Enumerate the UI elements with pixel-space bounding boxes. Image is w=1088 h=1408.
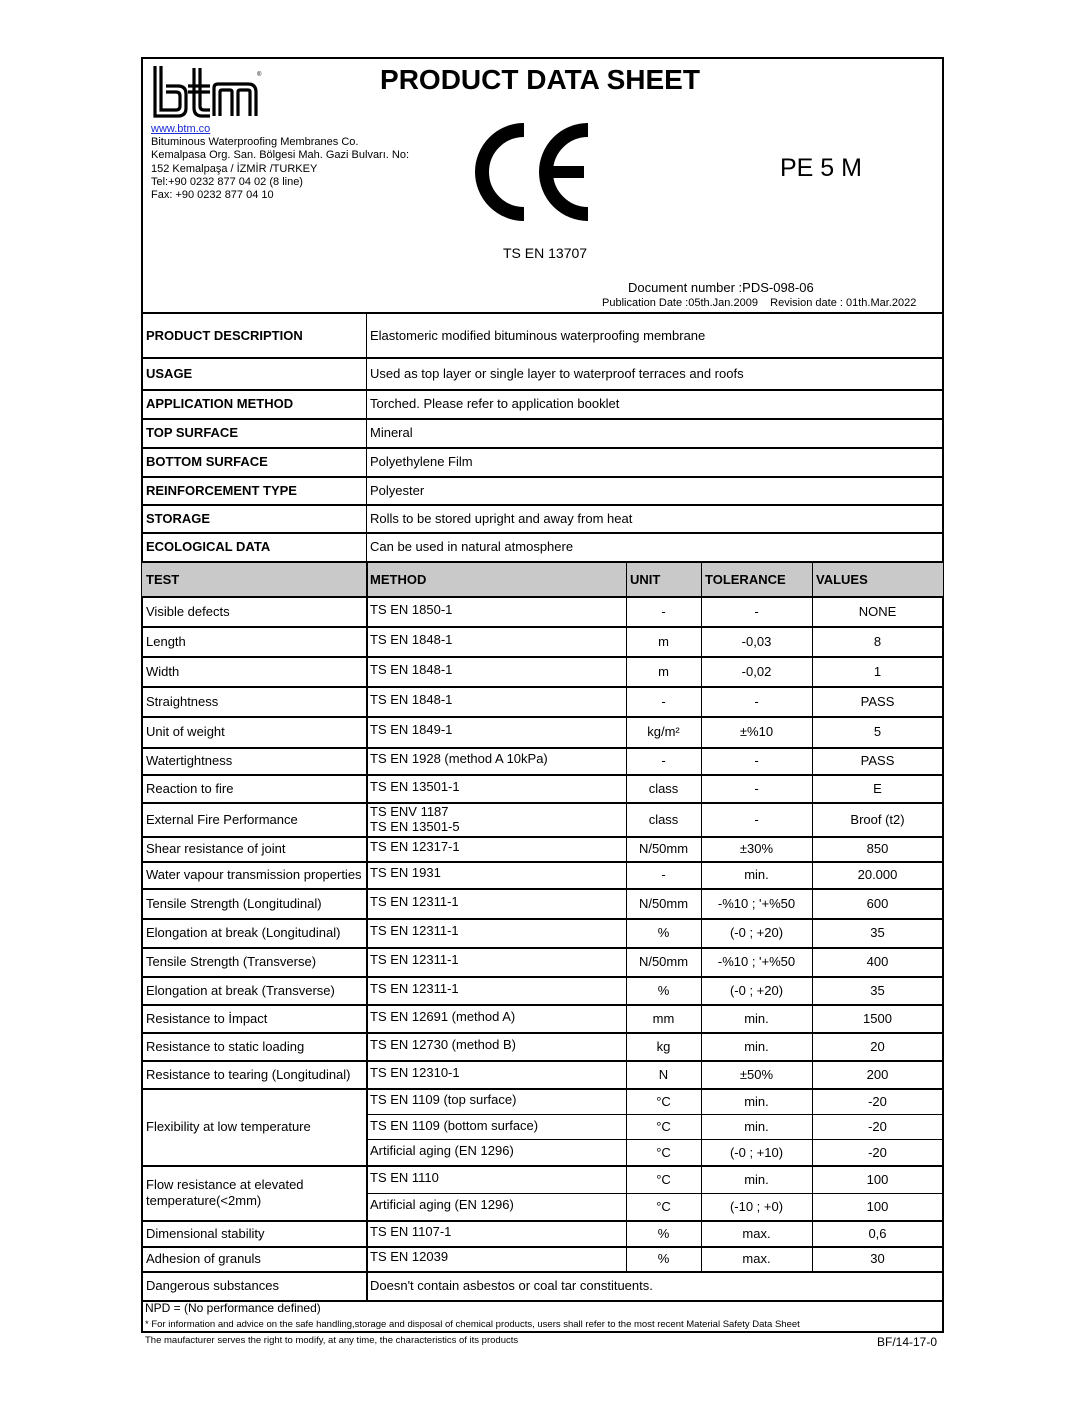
test-tolerance: - [754, 604, 759, 619]
test-method: TS EN 12317-1 [370, 839, 460, 854]
test-unit: - [661, 753, 666, 768]
test-value: 100 [866, 1171, 889, 1187]
btm-logo [152, 64, 260, 120]
grid-line [366, 314, 367, 562]
info-value: Elastomeric modified bituminous waterproofing membrane [370, 328, 706, 343]
grid-line [366, 562, 368, 1300]
test-tolerance: ±%10 [739, 724, 774, 739]
company-address-1: Kemalpasa Org. San. Bölgesi Mah. Gazi Bulvarı. No: [151, 149, 410, 162]
test-value: 1 [873, 663, 882, 679]
test-unit: N [658, 1066, 669, 1082]
test-value: PASS [860, 693, 895, 709]
test-name: Water vapour transmission properties [146, 867, 362, 882]
info-label: PRODUCT DESCRIPTION [146, 328, 303, 343]
test-tolerance: max. [742, 1225, 771, 1241]
test-name: Straightness [146, 693, 219, 709]
test-tolerance: min. [744, 867, 769, 882]
test-method: TS EN 12691 (method A) [370, 1008, 516, 1024]
test-method: TS EN 1850-1 [370, 602, 453, 617]
column-header-method: METHOD [370, 571, 427, 587]
test-value: -20 [868, 1144, 887, 1160]
test-name: Shear resistance of joint [146, 841, 286, 856]
test-name: Resistance to tearing (Longitudinal) [146, 1066, 351, 1082]
npd-note: NPD = (No performance defined) [145, 1301, 321, 1315]
test-tolerance: -0,03 [741, 633, 772, 649]
test-method: Artificial aging (EN 1296) [370, 1143, 514, 1158]
test-tolerance: (-10 ; +0) [729, 1199, 784, 1214]
info-label: TOP SURFACE [146, 425, 238, 440]
test-unit: - [661, 867, 666, 882]
rights-note: The maufacturer serves the right to modify, at any time, the characteristics of its products [145, 1335, 519, 1346]
test-tolerance: - [754, 780, 759, 796]
document-number: Document number :PDS-098-06 [628, 280, 814, 295]
grid-line [626, 562, 627, 1271]
test-value: E [873, 780, 882, 796]
test-tolerance: max. [742, 1251, 771, 1266]
ce-mark-icon [478, 122, 594, 222]
company-fax: Fax: +90 0232 877 04 10 [151, 189, 274, 202]
test-method: TS EN 1109 (top surface) [370, 1092, 517, 1107]
test-value: 8 [873, 633, 882, 649]
test-name: Dimensional stability [146, 1225, 265, 1241]
test-unit: % [657, 1251, 670, 1266]
company-name: Bituminous Waterproofing Membranes Co. [151, 136, 359, 149]
test-unit: m [658, 633, 669, 649]
test-tolerance: -%10 ; '+%50 [717, 954, 796, 969]
test-unit: kg [656, 1038, 671, 1054]
test-value: 850 [866, 841, 889, 856]
company-phone: Tel:+90 0232 877 04 02 (8 line) [151, 175, 303, 188]
test-unit: °C [656, 1093, 671, 1109]
test-unit: °C [656, 1144, 671, 1160]
test-tolerance: min. [744, 1038, 769, 1054]
test-tolerance: min. [744, 1119, 769, 1134]
test-name: Dangerous substances [146, 1278, 279, 1293]
test-tolerance: (-0 ; +10) [729, 1144, 784, 1160]
test-method: TS EN 13501-5 [370, 819, 460, 834]
test-name: Resistance to İmpact [146, 1010, 268, 1026]
test-name: Tensile Strength (Longitudinal) [146, 895, 322, 911]
test-tolerance: ±50% [739, 1066, 774, 1082]
test-value: 1500 [863, 1010, 892, 1026]
test-value: 600 [866, 895, 889, 911]
test-method: TS EN 12311-1 [370, 923, 459, 938]
test-method: TS EN 12039 [370, 1249, 449, 1264]
grid-line [812, 562, 813, 1271]
form-code: BF/14-17-0 [877, 1335, 938, 1349]
test-tolerance: (-0 ; +20) [729, 925, 784, 940]
test-value: 200 [866, 1066, 889, 1082]
website-link[interactable]: www.btm.co [151, 123, 211, 135]
column-header-unit: UNIT [630, 571, 661, 587]
publication-date: Publication Date :05th.Jan.2009 Revision date : 01th.Mar.2022 [602, 297, 917, 309]
info-label: STORAGE [146, 510, 211, 526]
test-unit: class [648, 780, 679, 796]
test-unit: % [657, 1225, 670, 1241]
test-unit: % [657, 925, 670, 940]
test-tolerance: - [754, 811, 759, 827]
test-tolerance: min. [744, 1010, 769, 1026]
test-name: temperature(<2mm) [146, 1192, 262, 1208]
info-label: USAGE [146, 365, 193, 381]
test-name: Flexibility at low temperature [146, 1119, 311, 1134]
product-code: PE 5 M [780, 154, 862, 182]
standard-reference: TS EN 13707 [503, 245, 588, 261]
test-method: TS EN 1849-1 [370, 722, 453, 737]
test-value: 35 [870, 982, 885, 998]
test-value: -20 [868, 1119, 887, 1134]
test-tolerance: min. [744, 1093, 769, 1109]
info-label: ECOLOGICAL DATA [146, 539, 271, 554]
column-header-tolerance: TOLERANCE [705, 571, 786, 587]
test-value: 100 [866, 1199, 889, 1214]
test-value: 35 [870, 925, 885, 940]
test-method: TS EN 12310-1 [370, 1064, 460, 1080]
test-tolerance: min. [744, 1171, 769, 1187]
test-value: 30 [870, 1251, 885, 1266]
test-method: TS EN 1110 [370, 1169, 439, 1185]
test-unit: m [658, 663, 669, 679]
test-unit: °C [656, 1171, 671, 1187]
info-label: BOTTOM SURFACE [146, 454, 268, 469]
info-value: Polyester [370, 482, 425, 498]
test-unit: mm [652, 1010, 675, 1026]
test-method: TS EN 12311-1 [370, 952, 459, 967]
info-value: Torched. Please refer to application booklet [370, 396, 620, 411]
test-method: TS ENV 1187 [370, 804, 449, 819]
test-unit: kg/m² [647, 724, 680, 739]
test-name: Elongation at break (Longitudinal) [146, 925, 341, 940]
test-tolerance: -%10 ; '+%50 [717, 895, 796, 911]
test-method: TS EN 12311-1 [370, 980, 459, 996]
test-method: TS EN 1848-1 [370, 691, 453, 707]
test-value: 5 [873, 724, 882, 739]
test-method: TS EN 1928 (method A 10kPa) [370, 751, 548, 766]
test-value: Doesn't contain asbestos or coal tar constituents. [370, 1278, 653, 1293]
test-tolerance: (-0 ; +20) [729, 982, 784, 998]
test-method: TS EN 1848-1 [370, 631, 453, 647]
test-unit: N/50mm [638, 954, 689, 969]
test-value: 400 [866, 954, 889, 969]
test-name: Elongation at break (Transverse) [146, 982, 335, 998]
grid-line [701, 562, 702, 1271]
test-value: 20.000 [857, 867, 898, 882]
test-name: Visible defects [146, 604, 230, 619]
test-name: Adhesion of granuls [146, 1251, 261, 1266]
test-unit: N/50mm [638, 841, 689, 856]
test-unit: - [661, 693, 666, 709]
test-tolerance: ±30% [739, 841, 774, 856]
test-tolerance: - [754, 753, 759, 768]
test-method: TS EN 12311-1 [370, 893, 459, 909]
info-value: Can be used in natural atmosphere [370, 539, 574, 554]
info-value: Mineral [370, 425, 413, 440]
test-value: NONE [858, 604, 897, 619]
test-tolerance: - [754, 693, 759, 709]
test-unit: class [648, 811, 679, 827]
test-method: TS EN 13501-1 [370, 778, 460, 794]
test-name: Reaction to fire [146, 780, 234, 796]
info-value: Used as top layer or single layer to waterproof terraces and roofs [370, 365, 744, 381]
test-value: PASS [860, 753, 895, 768]
test-tolerance: -0,02 [741, 663, 772, 679]
test-value: -20 [868, 1093, 887, 1109]
safety-note: * For information and advice on the safe handling,storage and disposal of chemical products, users shall refer to the most recent Material Safety Data Sheet [145, 1319, 800, 1330]
info-value: Rolls to be stored upright and away from heat [370, 510, 633, 526]
test-method: TS EN 1931 [370, 865, 441, 880]
test-value: 0,6 [868, 1225, 887, 1241]
company-info [151, 123, 409, 202]
info-label: REINFORCEMENT TYPE [146, 482, 297, 498]
test-unit: °C [656, 1199, 671, 1214]
test-unit: °C [656, 1119, 671, 1134]
test-value: Broof (t2) [850, 811, 905, 827]
test-name: External Fire Performance [146, 811, 298, 827]
company-address-2: 152 Kemalpaşa / İZMİR /TURKEY [151, 162, 318, 175]
test-name: Unit of weight [146, 724, 225, 739]
column-header-values: VALUES [816, 571, 868, 587]
test-name: Tensile Strength (Transverse) [146, 954, 317, 969]
test-value: 20 [870, 1038, 885, 1054]
test-unit: % [657, 982, 670, 998]
page-title: PRODUCT DATA SHEET [380, 64, 700, 95]
test-name: Flow resistance at elevated [146, 1176, 304, 1192]
test-name: Resistance to static loading [146, 1038, 305, 1054]
svg-text:®: ® [257, 72, 262, 78]
test-unit: - [661, 604, 666, 619]
test-method: TS EN 1109 (bottom surface) [370, 1117, 539, 1133]
column-header-test: TEST [146, 571, 180, 587]
test-method: TS EN 1848-1 [370, 661, 453, 677]
test-name: Watertightness [146, 753, 233, 768]
test-method: TS EN 12730 (method B) [370, 1036, 516, 1052]
test-method: Artificial aging (EN 1296) [370, 1197, 514, 1212]
test-method: TS EN 1107-1 [370, 1223, 452, 1239]
info-value: Polyethylene Film [370, 454, 473, 469]
info-label: APPLICATION METHOD [146, 396, 294, 411]
test-name: Length [146, 633, 186, 649]
test-name: Width [146, 663, 180, 679]
test-unit: N/50mm [638, 895, 689, 911]
